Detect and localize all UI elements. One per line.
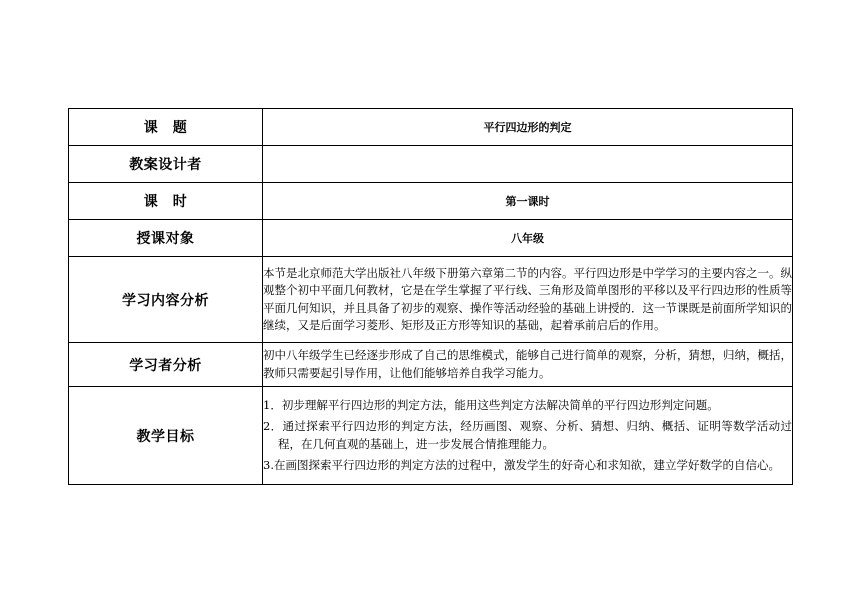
row-value-learner-analysis: 初中八年级学生已经逐步形成了自己的思维模式，能够自己进行简单的观察，分析，猜想，归纳，概括，教师只需要起引导作用，让他们能够培养自我学习能力。 bbox=[263, 343, 793, 387]
row-value-topic: 平行四边形的判定 bbox=[263, 109, 793, 146]
row-value-teaching-goals bbox=[263, 387, 793, 485]
table-row bbox=[69, 183, 793, 220]
goal-item: 1．初步理解平行四边形的判定方法，能用这些判定方法解决简单的平行四边形判定问题。 bbox=[263, 397, 719, 412]
row-value-content-analysis: 本节是北京师范大学出版社八年级下册第六章第二节的内容。平行四边形是中学学习的主要内容之一。纵观整个初中平面几何教材，它是在学生掌握了平行线、三角形及简单图形的平移以及平行四边形的性质等平面几何知识，并且具备了初步的观察、操作等活动经验的基础上讲授的．这一节课既是前面所学知识的继续，又是后面学习菱形、矩形及正方形等知识的基础，起着承前启后的作用。 bbox=[263, 257, 793, 343]
table-row bbox=[69, 109, 793, 146]
row-label-period: 课 时 bbox=[69, 183, 263, 220]
table-row bbox=[69, 257, 793, 343]
row-value-period: 第一课时 bbox=[263, 183, 793, 220]
table-row bbox=[69, 220, 793, 257]
row-label-learner-analysis: 学习者分析 bbox=[69, 343, 263, 387]
table-row bbox=[69, 387, 793, 485]
lesson-plan-table bbox=[68, 108, 793, 485]
row-label-teaching-goals: 教学目标 bbox=[69, 387, 263, 485]
row-label-designer: 教案设计者 bbox=[69, 146, 263, 183]
row-value-audience: 八年级 bbox=[263, 220, 793, 257]
goal-item: 3.在画图探索平行四边形的判定方法的过程中，激发学生的好奇心和求知欲，建立学好数学的自信心。 bbox=[263, 458, 780, 472]
goal-item: 2．通过探索平行四边形的判定方法，经历画图、观察、分析、猜想、归纳、概括、证明等数学活动过程，在几何直观的基础上，进一步发展合情推理能力。 bbox=[263, 419, 792, 451]
row-value-designer bbox=[263, 146, 793, 183]
row-label-topic: 课 题 bbox=[69, 109, 263, 146]
table-row bbox=[69, 146, 793, 183]
row-label-content-analysis: 学习内容分析 bbox=[69, 257, 263, 343]
row-label-audience: 授课对象 bbox=[69, 220, 263, 257]
table-row bbox=[69, 343, 793, 387]
